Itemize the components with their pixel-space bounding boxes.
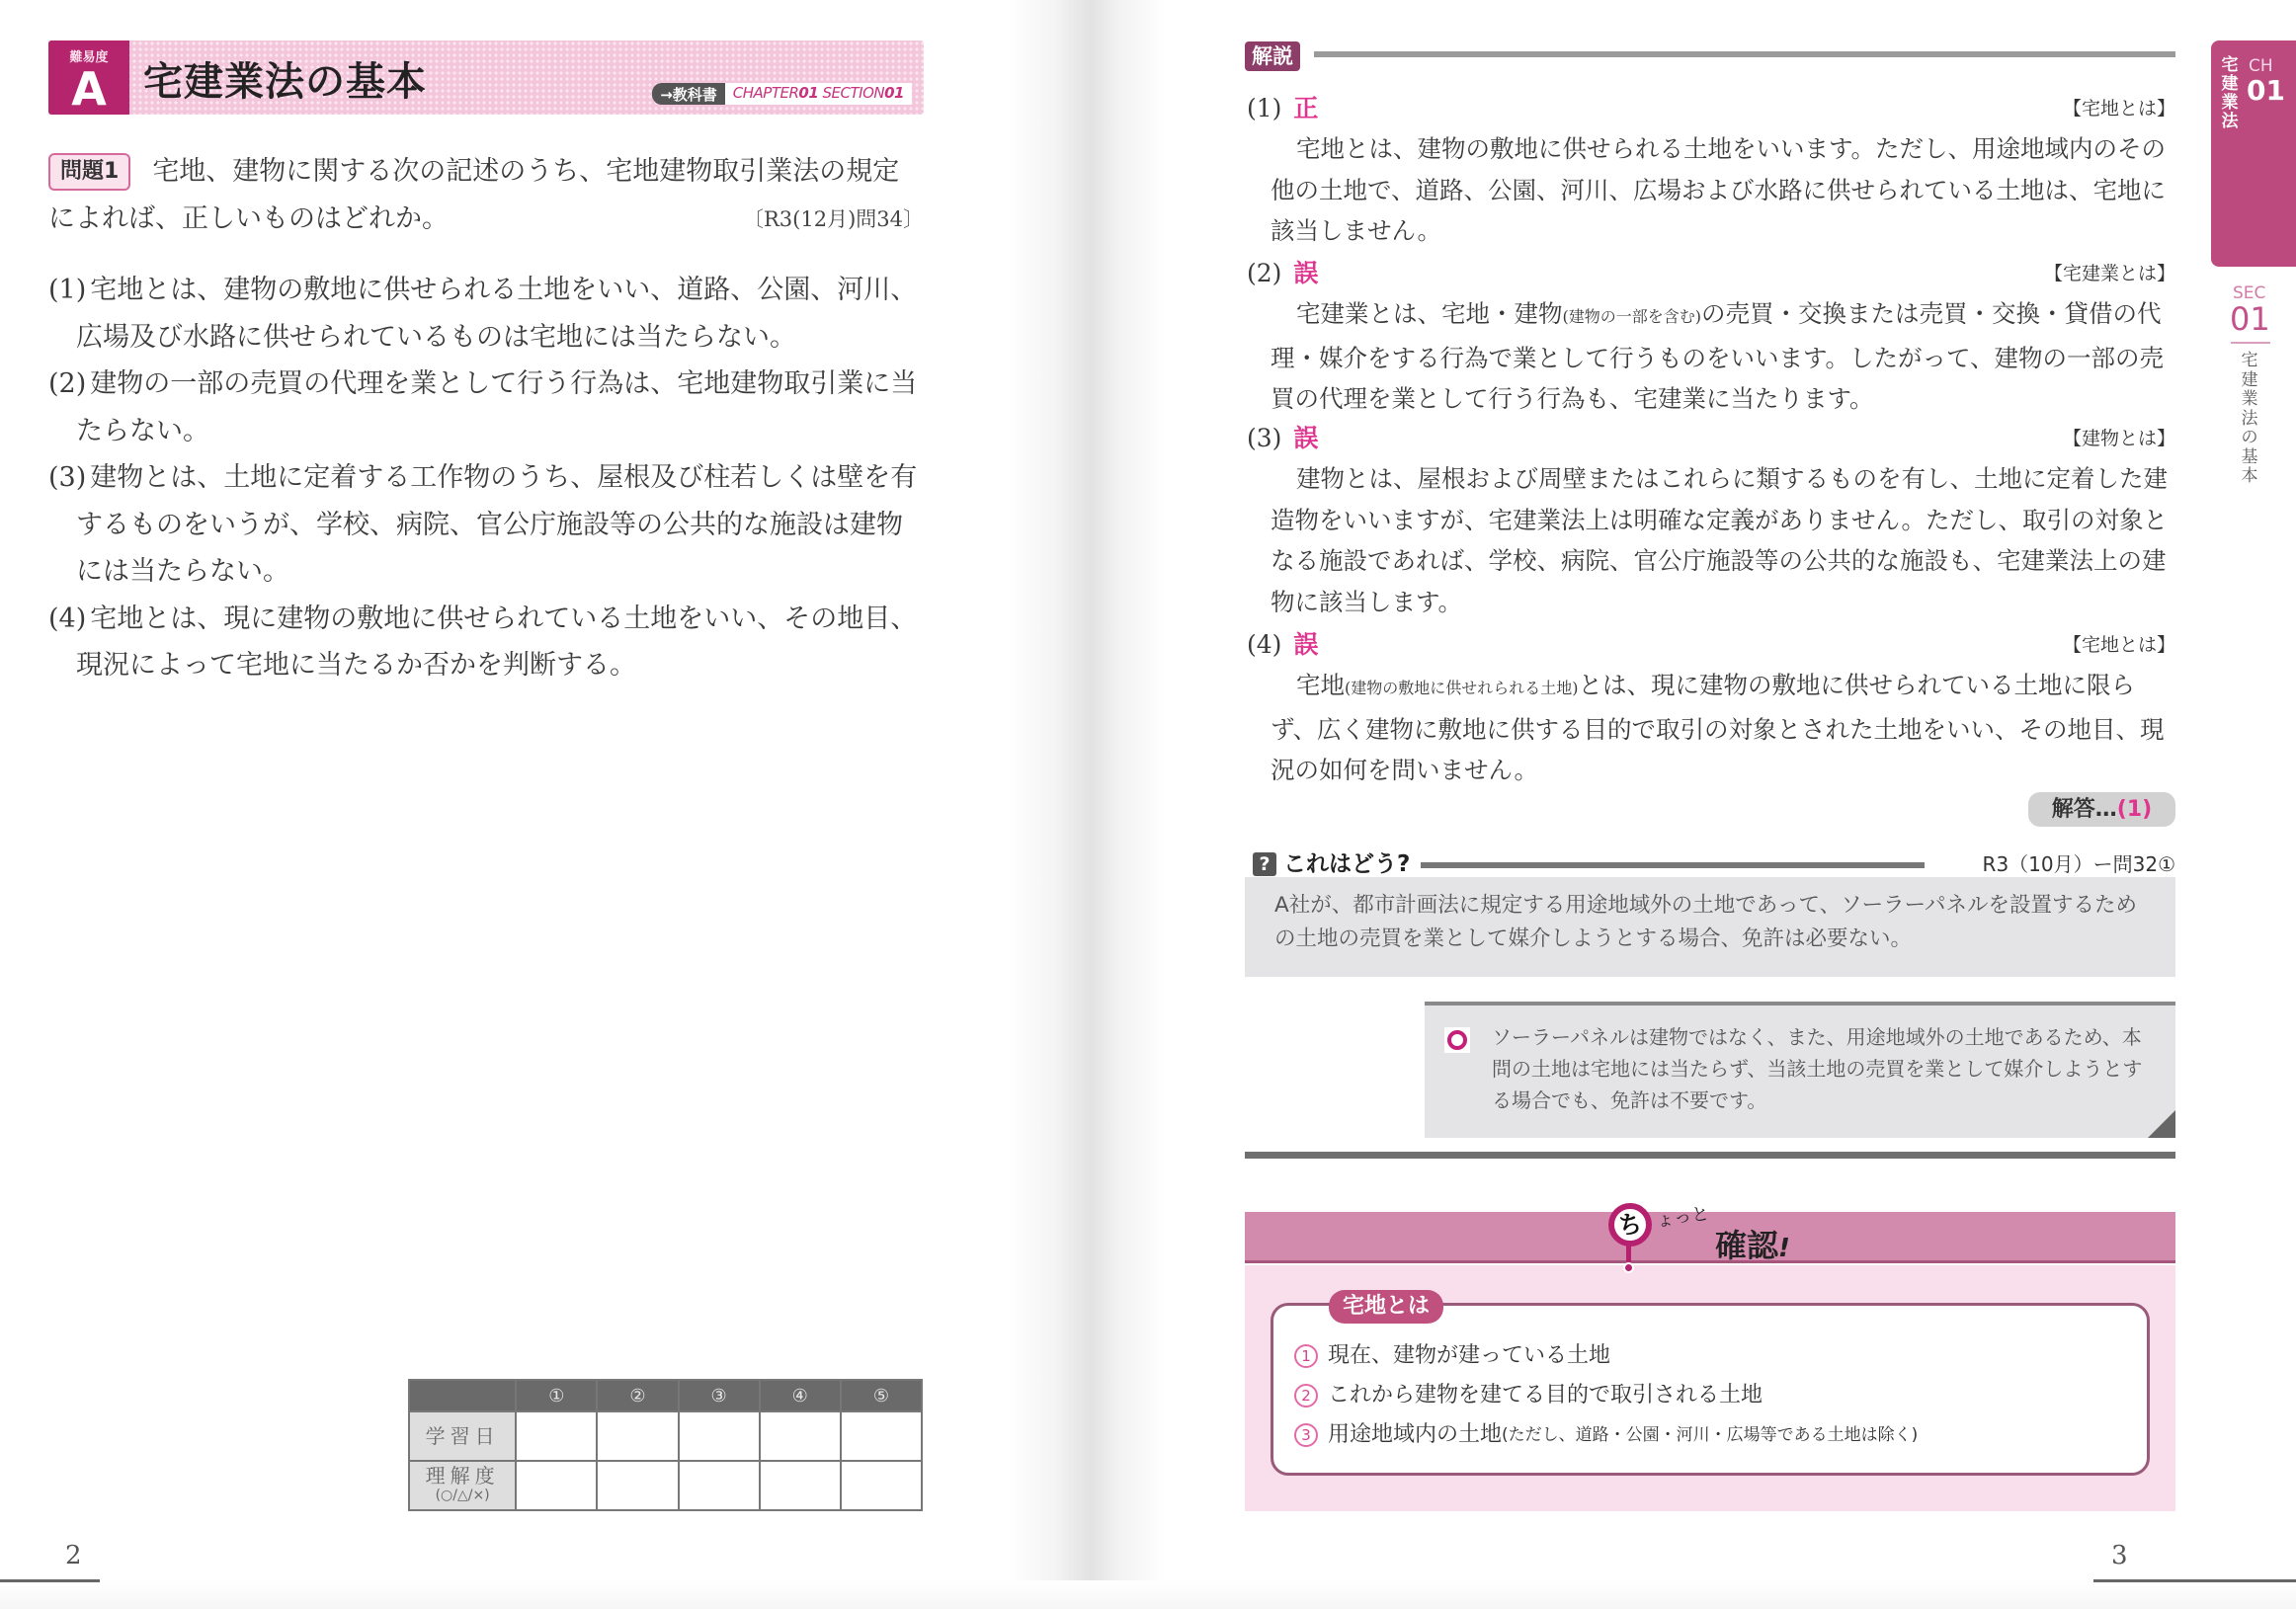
topic-tag: 【宅建業とは】: [2043, 263, 2175, 284]
number-circle-icon: 2: [1294, 1384, 1318, 1408]
textbook-reference[interactable]: [652, 83, 912, 105]
study-date-cell[interactable]: [597, 1411, 678, 1461]
difficulty-level: A: [71, 62, 107, 116]
chapter-label: CH: [2249, 56, 2273, 76]
topic-tag: 【宅地とは】: [2062, 634, 2175, 656]
page-corner-fold: [2148, 1110, 2175, 1138]
choice-item: (1) 宅地とは、建物の敷地に供せられる土地をいい、道路、公園、河川、広場及び水路に供せられているものは宅地には当たらない。: [48, 275, 918, 353]
choice-item: (3) 建物とは、土地に定着する工作物のうち、屋根及び柱若しくは壁を有するものをいうが、学校、病院、官公庁施設等の公共的な施設は建物には当たらない。: [48, 462, 918, 587]
check-answer-box: [1425, 1002, 2175, 1138]
table-row: [409, 1411, 922, 1461]
explanation-item: (1) 正 【宅地とは】 宅地とは、建物の敷地に供せられる土地をいいます。ただし、用途地域内のその他の土地で、道路、公園、河川、広場および水路に供せられている土地は、宅地に該当しません。: [1247, 89, 2175, 252]
verdict-incorrect: 誤: [1293, 259, 1319, 287]
explanation-text: 宅建業とは、宅地・建物(建物の一部を含む)の売買・交換または売買・交換・貸借の代理・媒介をする行為で業として行うものをいいます。したがって、建物の一部の売買の代理を業として行う行為も、宅建業に当たります。: [1271, 299, 2165, 413]
explanation-text: 建物とは、屋根および周壁またはこれらに類するものを有し、土地に定着した建造物をいいますが、宅建業法上は明確な定義がありません。ただし、取引の対象となる施設であれば、学校、病院、官公庁施設等の公共的な施設も、宅建業法上の建物に該当します。: [1271, 464, 2168, 616]
row-label-study-date: 学習日: [409, 1411, 516, 1461]
study-date-cell[interactable]: [760, 1411, 841, 1461]
study-date-cell[interactable]: [841, 1411, 922, 1461]
difficulty-badge: [48, 40, 129, 115]
table-col-header: ①: [516, 1380, 597, 1411]
understanding-cell[interactable]: [679, 1461, 760, 1510]
understanding-cell[interactable]: [841, 1461, 922, 1510]
verdict-incorrect: 誤: [1293, 630, 1319, 659]
table-col-header: ⑤: [841, 1380, 922, 1411]
check-answer-text: ソーラーパネルは建物ではなく、また、用途地域外の土地であるため、本問の土地は宅地には当たらず、当該土地の売買を業として媒介しようとする場合でも、免許は不要です。: [1492, 1025, 2143, 1112]
check-source: R3（10月）ー問32①: [1982, 852, 2175, 876]
section-rule: [2231, 342, 2270, 344]
choice-item: (2) 建物の一部の売買の代理を業として行う行為は、宅地建物取引業に当たらない。: [48, 368, 918, 446]
question-number-badge: 問題1: [48, 153, 130, 191]
question-stem: 宅地、建物に関する次の記述のうち、宅地建物取引業法の規定によれば、正しいものはどれか。: [48, 156, 900, 234]
check-question-box: A社が、都市計画法に規定する用途地域外の土地であって、ソーラーパネルを設置するための土地の売買を業として媒介しようとする場合、免許は必要ない。: [1245, 877, 2175, 977]
page-number-right: 3: [2111, 1541, 2128, 1570]
explanation-item: (2) 誤 【宅建業とは】 宅建業とは、宅地・建物(建物の一部を含む)の売買・交換または売買・交換・貸借の代理・媒介をする行為で業として行うものをいいます。したがって、建物の一部の売買の代理を業として行う行為も、宅建業に当たります。: [1247, 254, 2175, 420]
page-number-left: 2: [65, 1541, 82, 1570]
question-source: 〔R3(12月)問34〕: [742, 207, 924, 231]
section-title: 宅建業法の基本: [143, 59, 427, 105]
study-date-cell[interactable]: [679, 1411, 760, 1461]
topic-tag: 【宅地とは】: [2062, 98, 2175, 120]
choice-item: (4) 宅地とは、現に建物の敷地に供せられている土地をいい、その地目、現況によって宅地に当たるか否かを判断する。: [48, 603, 918, 681]
table-col-header: ②: [597, 1380, 678, 1411]
section-label: SEC: [2233, 283, 2266, 303]
section-number: 01: [2230, 300, 2270, 338]
definition-tag: 宅地とは: [1329, 1290, 1443, 1324]
page-rule-left: [0, 1579, 100, 1582]
question-header: [48, 148, 924, 243]
understanding-cell[interactable]: [516, 1461, 597, 1510]
number-circle-icon: 1: [1294, 1344, 1318, 1368]
section-title-vertical: 宅建業法の基本: [2241, 351, 2258, 486]
check-question-header: [1253, 849, 2175, 879]
table-corner: [409, 1380, 516, 1411]
verdict-incorrect: 誤: [1293, 424, 1319, 452]
explanation-rule: [1314, 51, 2175, 57]
page-bottom-edge: [0, 1580, 2296, 1609]
explanation-text: 宅地(建物の敷地に供せれられる土地)とは、現に建物の敷地に供せられている土地に限らず、広く建物に敷地に供する目的で取引の対象とされた土地をいい、その地目、現況の如何を問いません。: [1271, 671, 2165, 784]
chapter-section-ref: CHAPTER01 SECTION01: [725, 83, 912, 105]
study-date-cell[interactable]: [516, 1411, 597, 1461]
table-col-header: ③: [679, 1380, 760, 1411]
check-rule: [1421, 862, 1925, 868]
section-title-bar: [48, 40, 924, 115]
magnifier-icon: ち: [1608, 1203, 1652, 1247]
explanation-text: 宅地とは、建物の敷地に供せられる土地をいいます。ただし、用途地域内のその他の土地で、道路、公園、河川、広場および水路に供せられている土地は、宅地に該当しません。: [1271, 134, 2167, 245]
answer-bottom-rule: [1245, 1152, 2175, 1159]
understanding-cell[interactable]: [760, 1461, 841, 1510]
table-row: [409, 1461, 922, 1510]
number-circle-icon: 3: [1294, 1423, 1318, 1447]
definition-list: [1294, 1336, 2144, 1455]
understanding-cell[interactable]: [597, 1461, 678, 1510]
list-item: 1 現在、建物が建っている土地: [1294, 1336, 2144, 1376]
circle-correct-icon: [1444, 1027, 1470, 1053]
explanation-label: 解説: [1245, 41, 1300, 71]
explanation-item: (3) 誤 【建物とは】 建物とは、屋根および周壁またはこれらに類するものを有し、土地に定着した建造物をいいますが、宅建業法上は明確な定義がありません。ただし、取引の対象となる施設であれば、学校、病院、官公庁施設等の公共的な施設も、宅建業法上の建物に該当します。: [1247, 419, 2175, 622]
answer-value: (1): [2116, 797, 2153, 822]
study-record-table: [408, 1379, 923, 1511]
row-label-understanding: 理解度 (○/△/×): [409, 1461, 516, 1510]
book-spine-shadow: [1008, 0, 1166, 1609]
table-col-header: ④: [760, 1380, 841, 1411]
choice-list: [48, 267, 924, 689]
textbook-tag: →教科書: [652, 83, 725, 105]
page-rule-right: [2093, 1579, 2296, 1582]
list-item: 2 これから建物を建てる目的で取引される土地: [1294, 1376, 2144, 1415]
chapter-title-vertical: 宅建業法: [2221, 55, 2239, 131]
explanation-item: (4) 誤 【宅地とは】 宅地(建物の敷地に供せれられる土地)とは、現に建物の敷地に供せられている土地に限らず、広く建物に敷地に供する目的で取引の対象とされた土地をいい、その地目、現況の如何を問いません。: [1247, 625, 2175, 791]
answer-badge: 解答…(1): [2028, 792, 2175, 827]
topic-tag: 【建物とは】: [2062, 428, 2175, 449]
verdict-correct: 正: [1293, 94, 1319, 122]
chapter-number: 01: [2247, 74, 2285, 107]
chapter-tab[interactable]: [2211, 40, 2296, 267]
difficulty-label: 難易度: [69, 50, 109, 65]
quick-check-logo: ち ょっと 確認!: [1608, 1203, 1865, 1272]
question-mark-icon: ?: [1253, 852, 1276, 876]
check-title: これはどう?: [1283, 851, 1411, 877]
list-item: 3 用途地域内の土地 (ただし、道路・公園・河川・広場等である土地は除く): [1294, 1415, 2144, 1455]
